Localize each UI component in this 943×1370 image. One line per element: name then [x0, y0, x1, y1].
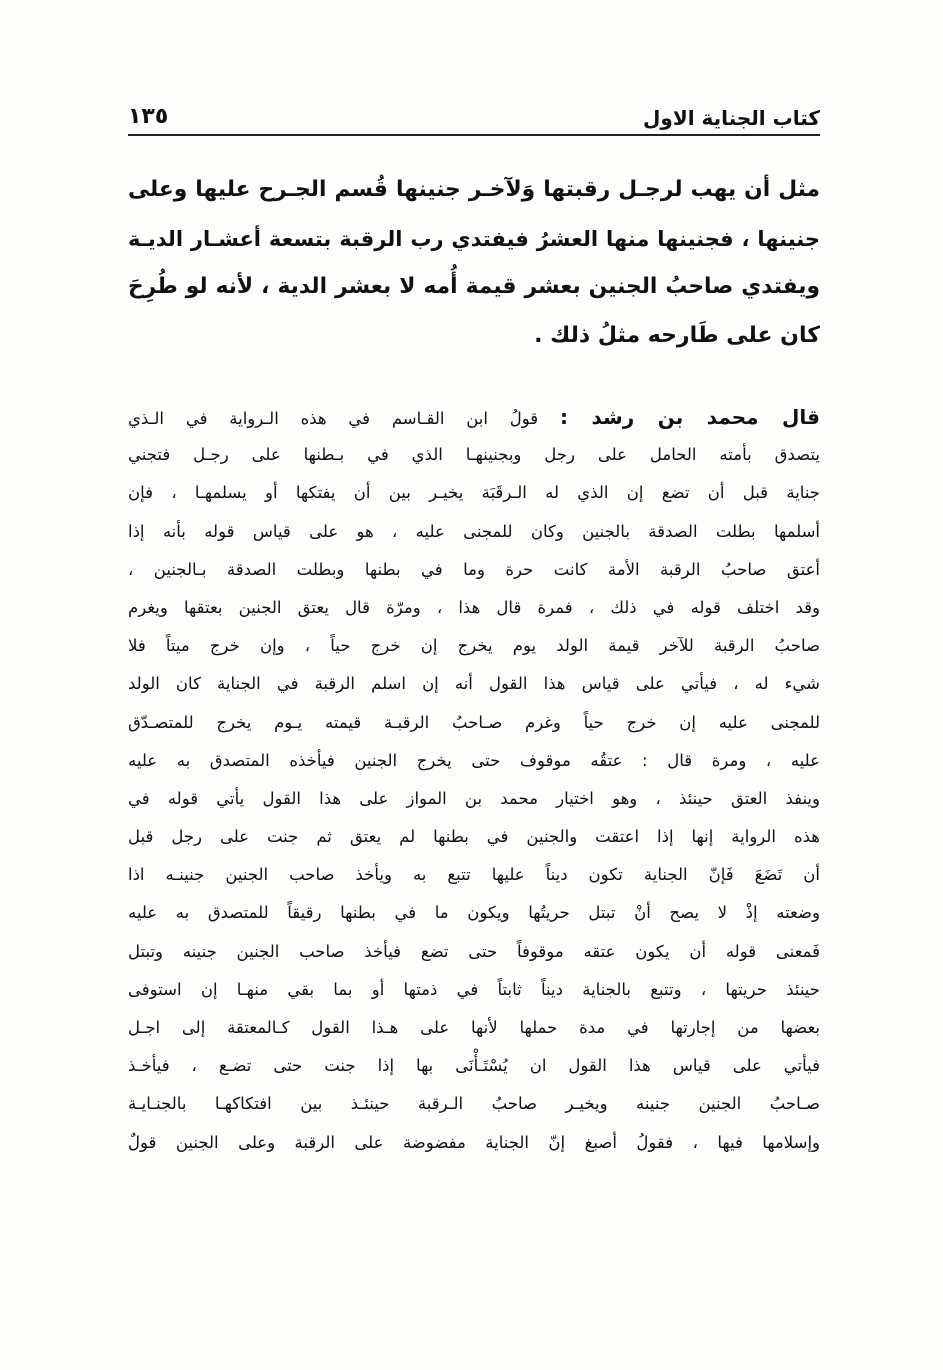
- text-line: شيء له ، فيأتي على قياس هذا القول أنه إن اسلم الرقبة في الجناية كان الولد: [128, 674, 820, 694]
- text-line: مثل أن يهب لرجـل رقبتها وَلآخـر جنينها قُسم الجـرح عليها وعلى: [128, 177, 820, 202]
- text-line: يتصدق بأمته الحامل على رجل وبجنينهـا الذي في بـطنها على رجـل فتجني: [128, 445, 820, 465]
- text-line: ويفتدي صاحبُ الجنين بعشر قيمة أُمه لا بعشر الدية ، لأنه لو طُرِحَ: [128, 274, 820, 299]
- text-line: جناية قبل أن تضع إن الذي له الـرقَبَة يخيـر بين أن يفتكها أو يسلمهـا ، فإن: [128, 483, 820, 503]
- text-line: [128, 398, 820, 436]
- text-line: حينئذ حريتها ، وتتبع بالجناية ديناً ثابتاً في ذمتها أو بما بقي منهـا إن استوفى: [128, 979, 820, 999]
- commentary-paragraph: [128, 398, 820, 1162]
- text-line: بعضها من إجارتها في مدة حملها لأنها على هـذا القول كـالمعتقة إلى اجـل: [128, 1018, 820, 1037]
- text-line: أعتق صاحبُ الرقبة الأمة كانت حرة وما في بطنها وبطلت الصدقة بـالجنين ،: [128, 559, 820, 579]
- first-line-text: قولُ ابن القـاسم في هذه الـرواية في الـذي: [128, 409, 539, 428]
- text-line: وينفذ العتق حينئذ ، وهو اختيار محمد بن المواز على هذا القول يأتي قوله في: [128, 788, 820, 808]
- text-line: وقد اختلف قوله في ذلك ، فمرة قال هذا ، ومرّة قال يعتق الجنين بعتقها ويغرم: [128, 597, 820, 617]
- text-line: فَمعنى قوله أن يكون عتقه موقوفاً حتى تضع فيأخذ صاحب الجنين جنينه وتبتل: [128, 941, 820, 961]
- text-line: صاحبُ الرقبة للآخر قيمة الولد يوم يخرج إن خرج حياً ، وإن خرج ميتاً فلا: [128, 636, 820, 656]
- text-line: هذه الرواية إنها إذا اعتقت والجنين في بطنها لم يعتق ثم جنت على رجل قبل: [128, 827, 820, 847]
- text-line: أسلمها بطلت الصدقة بالجنين وكان للمجنى عليه ، هو على قياس قوله بأنه إذا: [128, 521, 820, 541]
- text-line: عليه ، ومرة قال : عتقُه موقوف حتى يخرج الجنين فيأخذه المتصدق به عليه: [128, 750, 820, 770]
- text-line: جنينها ، فجنينها منها العشرُ فيفتدي رب الرقبة بتسعة أعشـار الديـة: [128, 226, 820, 251]
- text-line: أن تَضَعَ فَإنّ الجناية تكون ديناً عليها تتبع به ويأخذ صاحب الجنين جنينـه اذا: [128, 865, 820, 885]
- text-line: وإسلامها فيها ، فقولُ أصبغ إنّ الجناية مفضوضة على الرقبة وعلى الجنين قولٌ: [128, 1132, 820, 1152]
- text-line: صـاحبُ الجنين جنينه ويخيـر صاحبُ الـرقبة حينئـذ بين افتكاكهـا بالجنـايـة: [128, 1094, 820, 1114]
- speaker-label: قال محمد بن رشد :: [559, 405, 820, 429]
- chapter-title: كتاب الجناية الاول: [643, 106, 820, 130]
- text-line: كان على طَارحه مثلُ ذلك .: [534, 322, 820, 348]
- quoted-text-paragraph: [128, 166, 820, 360]
- running-header: [128, 88, 820, 128]
- header-rule: [128, 134, 820, 136]
- text-line: فيأتي على قياس هذا القول ان يُسْتَـأْنَى بها إذا جنت حتى تضـع ، فيأخـذ: [128, 1056, 820, 1076]
- text-line: وضعته إذْ لا يصح أنْ تبتل حريتُها ويكون ما في بطنها رقيقاً للمتصدق به عليه: [128, 903, 820, 923]
- text-line: للمجنى عليه إن خرج حياً وغرم صـاحبُ الرقبـة قيمته يـوم يخرج للمتصـدّق: [128, 712, 820, 732]
- page-number: ١٣٥: [128, 104, 169, 129]
